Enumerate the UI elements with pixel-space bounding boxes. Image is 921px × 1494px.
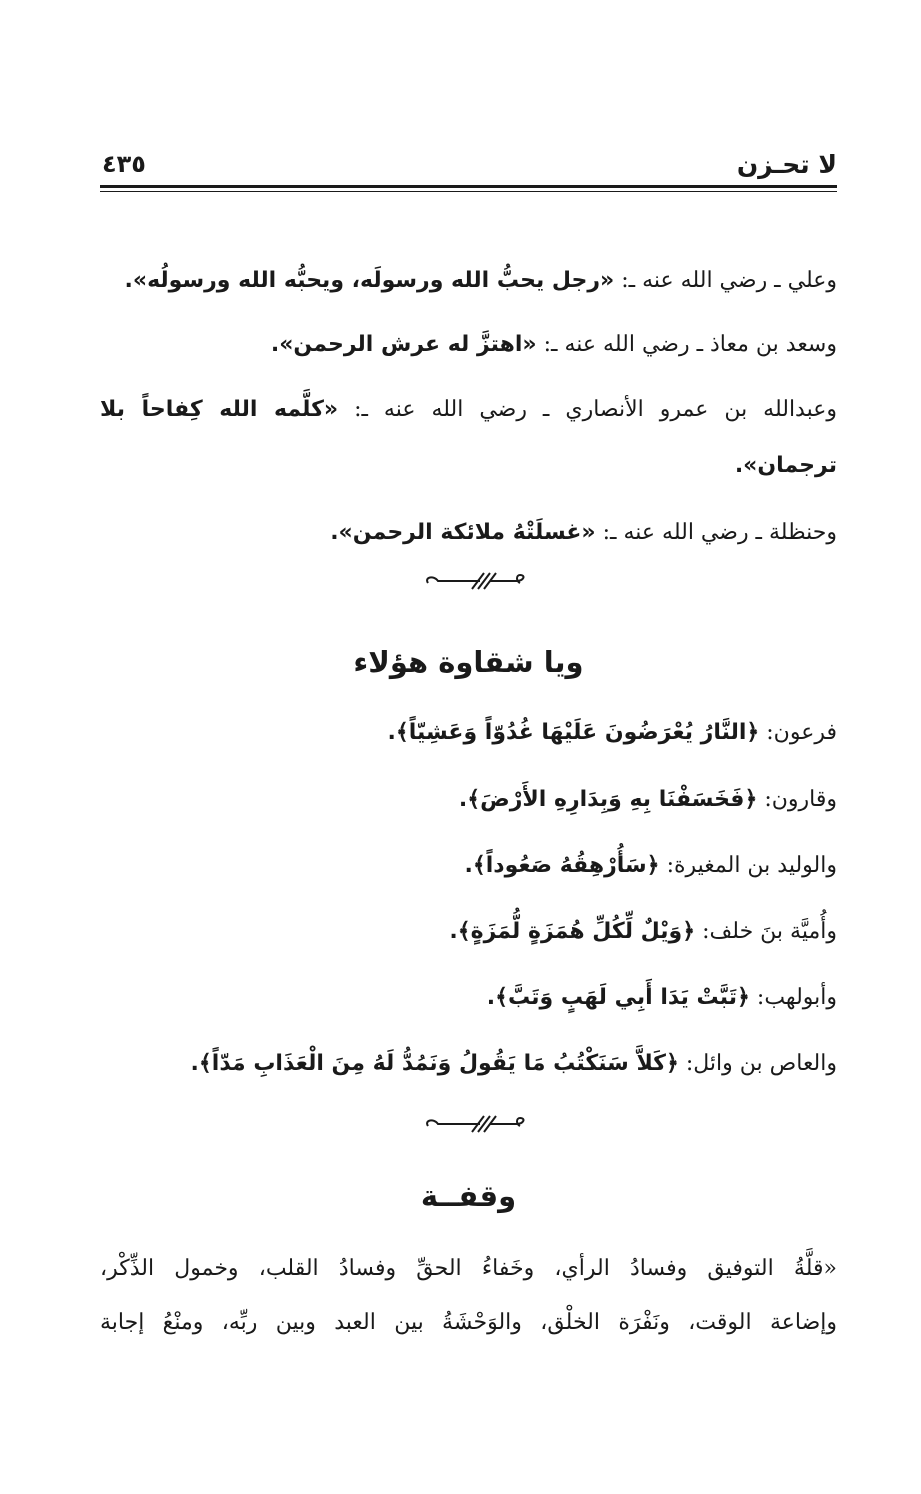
quran-quote: ﴿سَأُرْهِقُهُ صَعُوداً﴾. — [464, 853, 660, 878]
text-line — [100, 325, 837, 365]
line-text: وأُميَّة بنَ خلف: — [695, 919, 837, 944]
running-header-title: لا تحـزن — [736, 150, 837, 179]
text-line — [100, 846, 837, 886]
text-line — [100, 713, 837, 753]
quran-quote: ﴿فَخَسَفْنَا بِهِ وَبِدَارِهِ الأَرْضَ﴾. — [458, 787, 758, 812]
quote-text: «غسلَتْهُ ملائكة الرحمن». — [330, 520, 596, 545]
section-heading: وقفــة — [420, 1179, 517, 1213]
line-text: وحنظلة ـ رضي الله عنه ـ: — [595, 520, 837, 545]
line-text: وعبدالله بن عمرو الأنصاري ـ رضي الله عنه ـ: — [338, 397, 837, 422]
line-text: وعلي ـ رضي الله عنه ـ: — [614, 268, 837, 293]
quote-text: ترجمان». — [734, 453, 837, 478]
text-line — [100, 780, 837, 820]
line-text: وأبولهب: — [749, 985, 837, 1010]
text-line — [100, 390, 837, 430]
text-line — [100, 513, 837, 553]
section-divider-ornament-icon — [420, 569, 530, 593]
text-line — [100, 912, 837, 952]
text-line: «قلَّةُ التوفيق وفسادُ الرأي، وخَفاءُ الحقِّ وفسادُ القلب، وخمول الذِّكْر، — [100, 1256, 837, 1281]
header-rule — [100, 185, 837, 188]
text-line — [100, 261, 837, 301]
line-text: فرعون: — [759, 720, 837, 745]
header-rule-thin — [100, 191, 837, 192]
line-text: والوليد بن المغيرة: — [659, 853, 837, 878]
text-line — [100, 978, 837, 1018]
line-text: والعاص بن وائل: — [678, 1051, 837, 1076]
line-text: وسعد بن معاذ ـ رضي الله عنه ـ: — [536, 332, 837, 357]
section-heading: ويا شقاوة هؤلاء — [353, 645, 584, 679]
text-line — [100, 1044, 837, 1084]
page-number: ٤٣٥ — [102, 150, 146, 178]
text-line — [100, 446, 837, 486]
quote-text: «رجل يحبُّ الله ورسولَه، ويحبُّه الله ورسولُه». — [124, 268, 615, 293]
section-divider-ornament-icon — [420, 1112, 530, 1136]
line-text: وقارون: — [757, 787, 837, 812]
quote-text: «اهتزَّ له عرش الرحمن». — [270, 332, 537, 357]
quran-quote: ﴿النَّارُ يُعْرَضُونَ عَلَيْهَا غُدُوّاً وَعَشِيّاً﴾. — [387, 720, 760, 745]
quran-quote: ﴿وَيْلٌ لِّكُلِّ هُمَزَةٍ لُّمَزَةٍ﴾. — [449, 919, 696, 944]
quran-quote: ﴿تَبَّتْ يَدَا أَبِي لَهَبٍ وَتَبَّ﴾. — [486, 985, 750, 1010]
quran-quote: ﴿كَلاَّ سَنَكْتُبُ مَا يَقُولُ وَنَمُدُّ لَهُ مِنَ الْعَذَابِ مَدّاً﴾. — [190, 1051, 679, 1076]
quote-text: «كلَّمه الله كِفاحاً بلا — [100, 397, 339, 422]
text-line: وإضاعة الوقت، ونَفْرَة الخلْق، والوَحْشَةُ بين العبد وبين ربِّه، ومنْعُ إجابة — [100, 1310, 837, 1335]
